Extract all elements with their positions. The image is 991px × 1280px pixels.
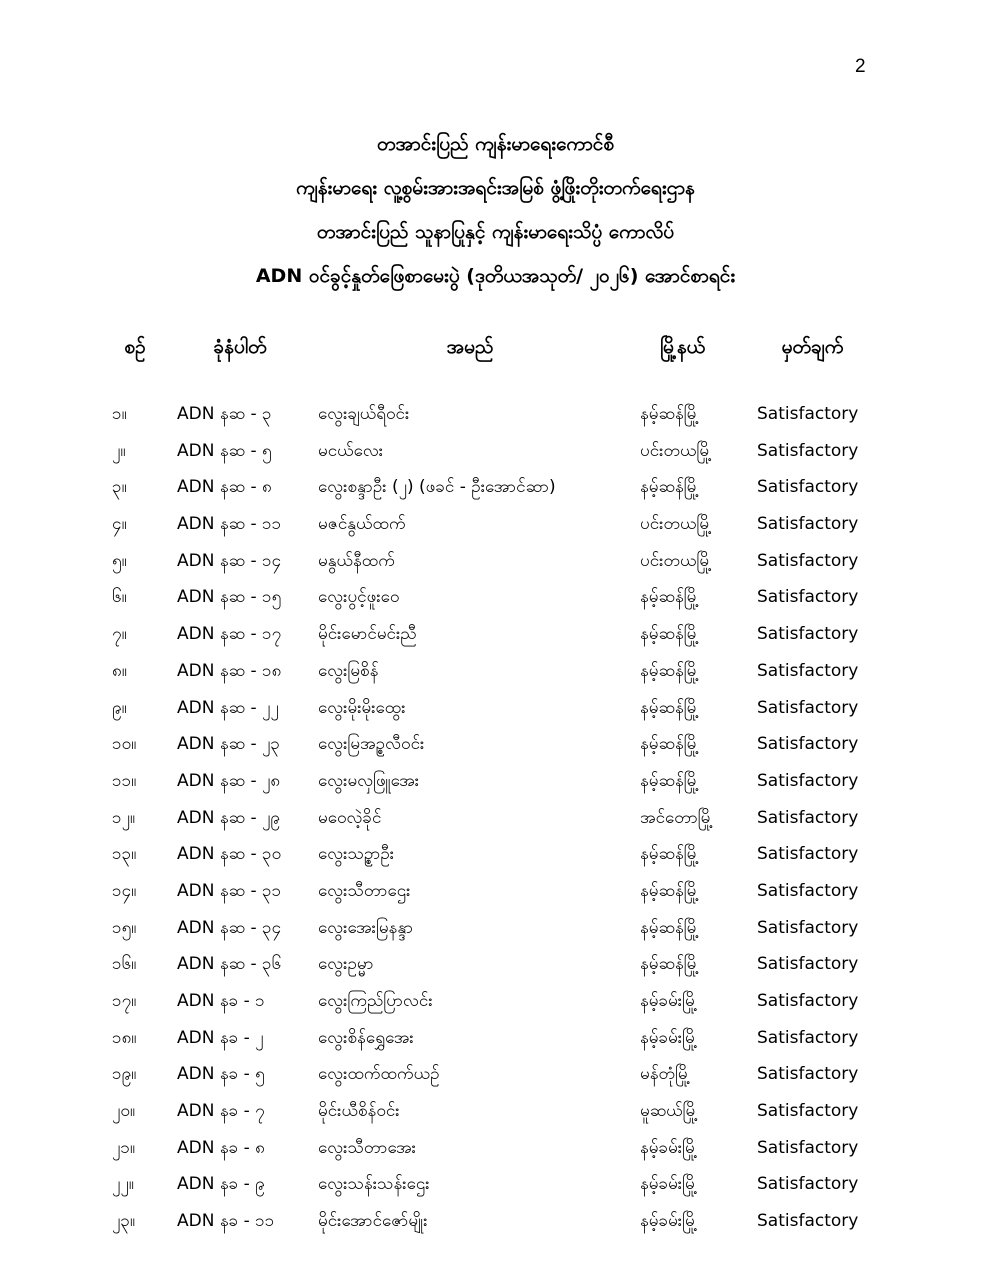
table-row bbox=[0, 1203, 991, 1240]
name-cell: လွေးသဥ္စာဦး bbox=[318, 844, 395, 865]
township-cell: နမ့်ဆန်မြို့ bbox=[640, 734, 699, 755]
serial-no-cell: ၁၇။ bbox=[112, 991, 137, 1011]
serial-no-cell: ၉။ bbox=[112, 697, 127, 718]
roll-number-cell: ADN နဆ - ၁၅ bbox=[177, 587, 282, 608]
table-row bbox=[0, 763, 991, 800]
serial-no-cell: ၄။ bbox=[112, 514, 127, 535]
serial-no-cell: ၂၂။ bbox=[112, 1174, 134, 1195]
serial-no-cell: ၁၉။ bbox=[112, 1064, 137, 1085]
roll-number-cell: ADN နဆ - ၃၆ bbox=[177, 954, 282, 975]
table-row bbox=[0, 800, 991, 837]
results-table-body bbox=[0, 396, 991, 1240]
serial-no-cell: ၁၀။ bbox=[112, 734, 137, 755]
table-row bbox=[0, 1020, 991, 1057]
remark-cell: Satisfactory bbox=[757, 1101, 859, 1122]
roll-number-cell: ADN နဆ - ၁၄ bbox=[177, 550, 282, 571]
remark-cell: Satisfactory bbox=[757, 734, 859, 755]
township-cell: ပင်းတယမြို့ bbox=[640, 514, 712, 535]
township-cell: နမ့်ဆန်မြို့ bbox=[640, 404, 699, 424]
title-council: တအာင်းပြည် ကျန်းမာရေးကောင်စီ bbox=[376, 133, 615, 155]
name-cell: မနွယ်နီထက် bbox=[318, 550, 395, 571]
township-cell: နမ့်ဆန်မြို့ bbox=[640, 477, 699, 498]
roll-number-cell: ADN နဆ - ၃၀ bbox=[177, 844, 282, 865]
remark-cell: Satisfactory bbox=[757, 991, 859, 1011]
roll-number-cell: ADN နဆ - ၁၈ bbox=[177, 660, 282, 681]
table-row bbox=[0, 616, 991, 653]
serial-no-cell: ၁၅။ bbox=[112, 917, 137, 938]
serial-no-cell: ၃။ bbox=[112, 477, 127, 498]
remark-cell: Satisfactory bbox=[757, 624, 859, 645]
remark-cell: Satisfactory bbox=[757, 770, 859, 791]
serial-no-cell: ၈။ bbox=[112, 660, 127, 681]
name-cell: လွေးသီတာအေး bbox=[318, 1137, 416, 1158]
name-cell: လွေးချယ်ရီဝင်း bbox=[318, 404, 410, 424]
title-exam-results: ADN ဝင်ခွင့်နှုတ်ဖြေစာမေးပွဲ (ဒုတိယအသုတ်/ ၂၀၂၆) အောင်စာရင်း bbox=[255, 265, 736, 287]
name-cell: လွေးမြအဥ္စလီဝင်း bbox=[318, 734, 425, 755]
name-cell: လွေးသီတာဌေး bbox=[318, 880, 411, 901]
serial-no-cell: ၂၀။ bbox=[112, 1101, 136, 1122]
township-cell: နမ့်ဆန်မြို့ bbox=[640, 770, 699, 791]
remark-cell: Satisfactory bbox=[757, 1174, 859, 1195]
header-serial-no: စဉ် bbox=[124, 336, 146, 358]
serial-no-cell: ၁၄။ bbox=[112, 880, 137, 901]
table-row bbox=[0, 543, 991, 580]
township-cell: နမ့်ဆန်မြို့ bbox=[640, 917, 699, 938]
remark-cell: Satisfactory bbox=[757, 844, 859, 865]
township-cell: နမ့်ခမ်းမြို့ bbox=[640, 991, 698, 1011]
name-cell: လွေးမြစိန် bbox=[318, 660, 379, 681]
name-cell: မဇင်နွယ်ထက် bbox=[318, 514, 406, 535]
roll-number-cell: ADN နခ - ၇ bbox=[177, 1101, 265, 1122]
name-cell: မိုင်းအောင်ဇော်မျိုး bbox=[318, 1211, 428, 1232]
name-cell: လွေးဥမ္မာ bbox=[318, 954, 374, 975]
roll-number-cell: ADN နဆ - ၂၉ bbox=[177, 807, 280, 828]
name-cell: လွေးကြည်ပြာလင်း bbox=[318, 991, 433, 1011]
serial-no-cell: ၁၂။ bbox=[112, 807, 136, 828]
remark-cell: Satisfactory bbox=[757, 880, 859, 901]
table-row bbox=[0, 653, 991, 690]
table-row bbox=[0, 910, 991, 947]
table-header bbox=[0, 330, 991, 364]
serial-no-cell: ၁၈။ bbox=[112, 1027, 137, 1048]
name-cell: လွေးသန်းသန်းဌေး bbox=[318, 1174, 430, 1195]
remark-cell: Satisfactory bbox=[757, 1137, 859, 1158]
table-row bbox=[0, 836, 991, 873]
header-name: အမည် bbox=[446, 336, 494, 358]
township-cell: နမ့်ဆန်မြို့ bbox=[640, 624, 699, 645]
header-township: မြို့နယ် bbox=[659, 336, 706, 358]
serial-no-cell: ၁၃။ bbox=[112, 844, 137, 865]
township-cell: အင်တောမြို့ bbox=[640, 807, 713, 828]
table-row bbox=[0, 726, 991, 763]
roll-number-cell: ADN နခ - ၈ bbox=[177, 1137, 265, 1158]
name-cell: လွေးမိုးမိုးထွေး bbox=[318, 697, 406, 718]
township-cell: နမ့်ခမ်းမြို့ bbox=[640, 1211, 698, 1232]
header-roll-number: ခုံနံပါတ် bbox=[213, 336, 267, 358]
roll-number-cell: ADN နဆ - ၃၄ bbox=[177, 917, 282, 938]
name-cell: လွေးစန္ဒာဦး (၂) (ဖခင် - ဦးအောင်ဆာ) bbox=[318, 477, 556, 498]
table-row bbox=[0, 433, 991, 470]
township-cell: နမ့်ဆန်မြို့ bbox=[640, 697, 699, 718]
remark-cell: Satisfactory bbox=[757, 440, 859, 461]
remark-cell: Satisfactory bbox=[757, 697, 859, 718]
remark-cell: Satisfactory bbox=[757, 917, 859, 938]
remark-cell: Satisfactory bbox=[757, 477, 859, 498]
township-cell: နမ့်ခမ်းမြို့ bbox=[640, 1174, 698, 1195]
name-cell: မိုင်းယီစိန်ဝင်း bbox=[318, 1101, 400, 1122]
serial-no-cell: ၂၃။ bbox=[112, 1211, 136, 1232]
serial-no-cell: ၅။ bbox=[112, 550, 127, 571]
roll-number-cell: ADN နခ - ၉ bbox=[177, 1174, 265, 1195]
table-row bbox=[0, 506, 991, 543]
township-cell: မန်တုံမြို့ bbox=[640, 1064, 691, 1085]
serial-no-cell: ၁။ bbox=[112, 404, 127, 424]
roll-number-cell: ADN နဆ - ၈ bbox=[177, 477, 272, 498]
header-remark: မှတ်ချက် bbox=[781, 336, 844, 358]
remark-cell: Satisfactory bbox=[757, 660, 859, 681]
table-row bbox=[0, 1093, 991, 1130]
name-cell: လွေးစိန်ရွှေအေး bbox=[318, 1027, 414, 1048]
serial-no-cell: ၂၁။ bbox=[112, 1137, 136, 1158]
document-title-block bbox=[0, 122, 991, 298]
table-row bbox=[0, 690, 991, 727]
table-row bbox=[0, 946, 991, 983]
remark-cell: Satisfactory bbox=[757, 1027, 859, 1048]
table-row bbox=[0, 469, 991, 506]
serial-no-cell: ၁၆။ bbox=[112, 954, 137, 975]
roll-number-cell: ADN နဆ - ၃ bbox=[177, 404, 272, 424]
table-row bbox=[0, 579, 991, 616]
township-cell: နမ့်ဆန်မြို့ bbox=[640, 587, 699, 608]
remark-cell: Satisfactory bbox=[757, 1064, 859, 1085]
remark-cell: Satisfactory bbox=[757, 1211, 859, 1232]
name-cell: လွေးမလှဖြူအေး bbox=[318, 770, 420, 791]
roll-number-cell: ADN နဆ - ၃၁ bbox=[177, 880, 282, 901]
roll-number-cell: ADN နဆ - ၅ bbox=[177, 440, 272, 461]
township-cell: နမ့်ဆန်မြို့ bbox=[640, 844, 699, 865]
serial-no-cell: ၂။ bbox=[112, 440, 126, 461]
roll-number-cell: ADN နဆ - ၁၇ bbox=[177, 624, 282, 645]
roll-number-cell: ADN နဆ - ၂၃ bbox=[177, 734, 280, 755]
remark-cell: Satisfactory bbox=[757, 954, 859, 975]
title-department: ကျန်းမာရေး လူ့စွမ်းအားအရင်းအမြစ် ဖွံ့ဖြိုးတိုးတက်ရေးဌာန bbox=[296, 177, 695, 199]
table-row bbox=[0, 1166, 991, 1203]
name-cell: လွေးပွင့်ဖူးဝေ bbox=[318, 587, 400, 608]
name-cell: လွေးအေးမြနန္ဒာ bbox=[318, 917, 414, 938]
table-row bbox=[0, 1056, 991, 1093]
table-row bbox=[0, 1130, 991, 1167]
township-cell: နမ့်ဆန်မြို့ bbox=[640, 954, 699, 975]
remark-cell: Satisfactory bbox=[757, 807, 859, 828]
township-cell: နမ့်ဆန်မြို့ bbox=[640, 880, 699, 901]
remark-cell: Satisfactory bbox=[757, 514, 859, 535]
remark-cell: Satisfactory bbox=[757, 404, 859, 424]
serial-no-cell: ၇။ bbox=[112, 624, 127, 645]
table-row bbox=[0, 396, 991, 433]
township-cell: မူဆယ်မြို့ bbox=[640, 1101, 698, 1122]
name-cell: မဝေလဲ့ခိုင် bbox=[318, 807, 382, 828]
roll-number-cell: ADN နခ - ၁ bbox=[177, 991, 265, 1011]
name-cell: မိုင်းမောင်မင်းညီ bbox=[318, 624, 417, 645]
roll-number-cell: ADN နခ - ၅ bbox=[177, 1064, 265, 1085]
roll-number-cell: ADN နဆ - ၁၁ bbox=[177, 514, 282, 535]
roll-number-cell: ADN နဆ - ၂၂ bbox=[177, 697, 279, 718]
roll-number-cell: ADN နဆ - ၂၈ bbox=[177, 770, 281, 791]
page-number: 2 bbox=[855, 56, 866, 77]
name-cell: လွေးထက်ထက်ယဉ် bbox=[318, 1064, 440, 1085]
table-row bbox=[0, 983, 991, 1020]
township-cell: နမ့်ဆန်မြို့ bbox=[640, 660, 699, 681]
title-college: တအာင်းပြည် သူနာပြုနှင့် ကျန်းမာရေးသိပ္ပံ ကောလိပ် bbox=[316, 221, 675, 243]
township-cell: နမ့်ခမ်းမြို့ bbox=[640, 1027, 698, 1048]
serial-no-cell: ၆။ bbox=[112, 587, 127, 608]
roll-number-cell: ADN နခ - ၂ bbox=[177, 1027, 264, 1048]
remark-cell: Satisfactory bbox=[757, 587, 859, 608]
remark-cell: Satisfactory bbox=[757, 550, 859, 571]
table-row bbox=[0, 873, 991, 910]
roll-number-cell: ADN နခ - ၁၁ bbox=[177, 1211, 275, 1232]
township-cell: ပင်းတယမြို့ bbox=[640, 550, 712, 571]
township-cell: နမ့်ခမ်းမြို့ bbox=[640, 1137, 698, 1158]
serial-no-cell: ၁၁။ bbox=[112, 770, 137, 791]
township-cell: ပင်းတယမြို့ bbox=[640, 440, 712, 461]
name-cell: မငယ်လေး bbox=[318, 440, 384, 461]
